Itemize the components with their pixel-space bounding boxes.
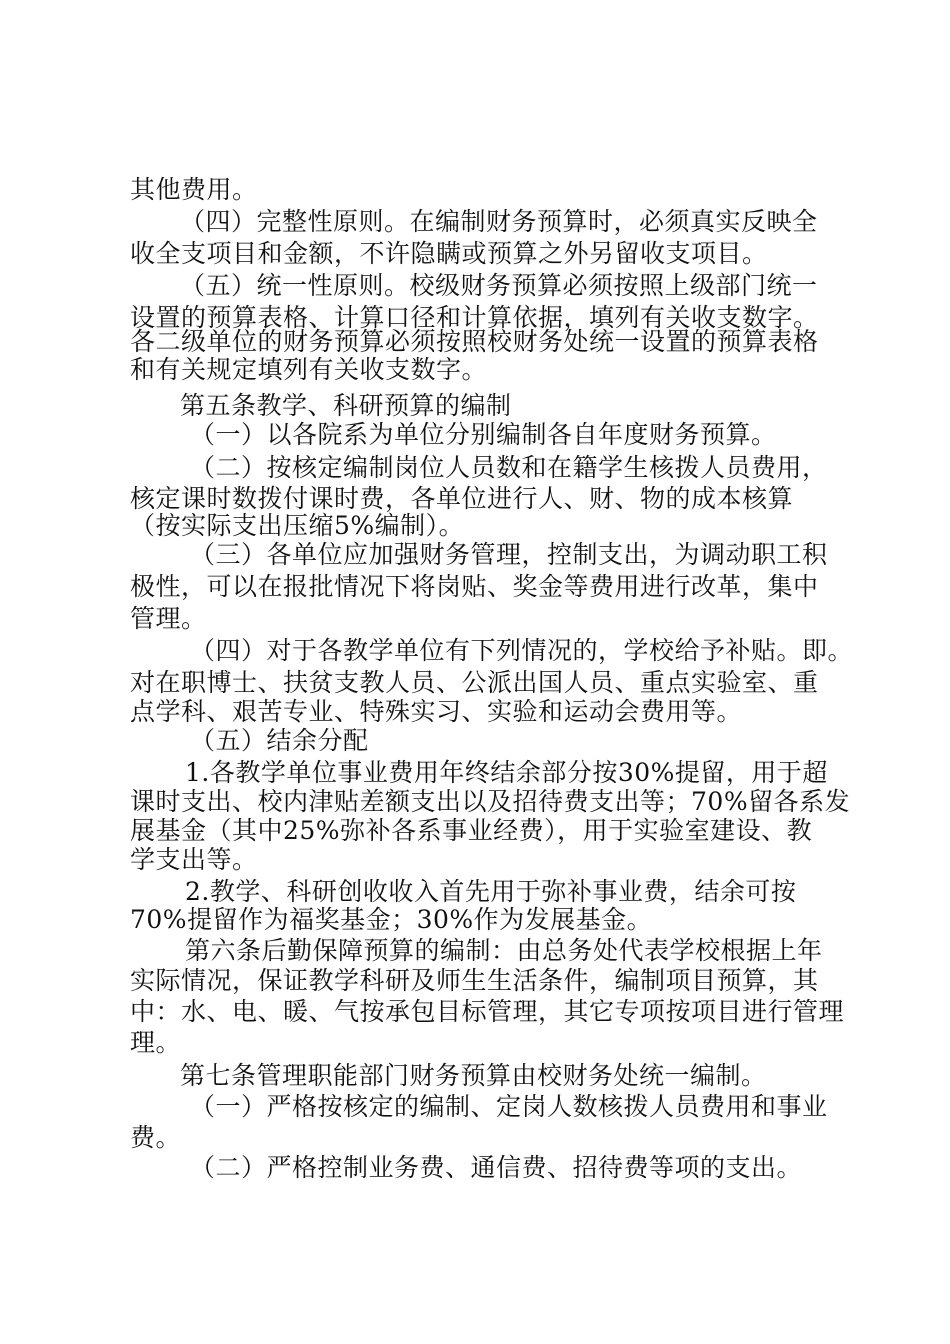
text-line: （按实际支出压缩5%编制）。 [130, 511, 465, 540]
section-heading: （五）结余分配 [190, 726, 369, 755]
text-line: （四）对于各教学单位有下列情况的，学校给予补贴。即。 [190, 636, 854, 665]
text-line: 70%提留作为福奖基金；30%作为发展基金。 [130, 905, 653, 934]
text-line: （二）按核定编制岗位人员数和在籍学生核拨人员费用， [190, 453, 828, 482]
text-line: 极性，可以在报批情况下将岗贴、奖金等费用进行改革，集中 [130, 572, 819, 601]
text-line: 实际情况，保证教学科研及师生生活条件，编制项目预算，其 [130, 966, 819, 995]
text-line: 1.各教学单位事业费用年终结余部分按30%提留，用于超 [185, 758, 828, 787]
text-line: （一）严格按核定的编制、定岗人数核拨人员费用和事业 [190, 1092, 828, 1121]
section-heading: 第七条管理职能部门财务预算由校财务处统一编制。 [180, 1061, 767, 1090]
section-heading: 第五条教学、科研预算的编制 [180, 391, 512, 420]
text-line: 费。 [130, 1123, 182, 1152]
text-line: 收全支项目和金额，不许隐瞒或预算之外另留收支项目。 [130, 239, 768, 268]
text-line: 设置的预算表格、计算口径和计算依据，填列有关收支数字。 [130, 303, 819, 332]
section-heading: 第六条后勤保障预算的编制：由总务处代表学校根据上年 [185, 936, 823, 965]
text-line: 课时支出、校内津贴差额支出以及招待费支出等；70%留各系发 [130, 787, 851, 816]
text-line: 学支出等。 [130, 845, 258, 874]
text-line: 2.教学、科研创收收入首先用于弥补事业费，结余可按 [185, 877, 797, 906]
text-line: （一）以各院系为单位分别编制各自年度财务预算。 [190, 420, 777, 449]
text-line: 理。 [130, 1028, 182, 1057]
text-line: 各二级单位的财务预算必须按照校财务处统一设置的预算表格 [130, 327, 819, 356]
text-line: 展基金（其中25%弥补各系事业经费），用于实验室建设、教 [130, 816, 813, 845]
text-line: （二）严格控制业务费、通信费、招待费等项的支出。 [190, 1153, 803, 1182]
text-line: （五）统一性原则。校级财务预算必须按照上级部门统一 [180, 271, 818, 300]
text-line: 对在职博士、扶贫支教人员、公派出国人员、重点实验室、重 [130, 668, 819, 697]
text-line: 管理。 [130, 604, 207, 633]
text-line: （三）各单位应加强财务管理，控制支出，为调动职工积 [190, 540, 828, 569]
text-line: 和有关规定填列有关收支数字。 [130, 355, 488, 384]
text-line: 其他费用。 [130, 175, 258, 204]
text-line: （四）完整性原则。在编制财务预算时，必须真实反映全 [180, 207, 818, 236]
text-line: 点学科、艰苦专业、特殊实习、实验和运动会费用等。 [130, 697, 743, 726]
text-line: 核定课时数拨付课时费，各单位进行人、财、物的成本核算 [130, 484, 794, 513]
text-line: 中：水、电、暖、气按承包目标管理，其它专项按项目进行管理 [130, 997, 845, 1026]
